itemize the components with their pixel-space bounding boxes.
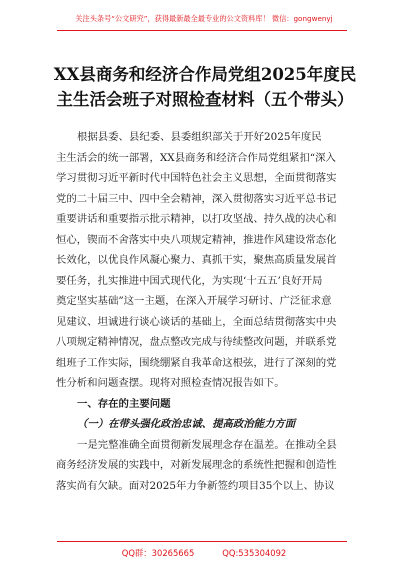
paragraph-line: 性分析和问题查摆。现将对照检查情况报告如下。 [56, 377, 285, 389]
header-banner: 关注头条号“公文研究”，获得最新最全最专业的公文资料库！ 微信：gongwenyj [75, 14, 333, 23]
paragraph-line: 要任务，扎实推进中国式现代化，为实现‘十五五’良好开局 [56, 274, 323, 287]
paragraph-line: 恒心，锲而不舍落实中央八项规定精神，推进作风建设常态化 [56, 233, 337, 246]
section-heading: 一、存在的主要问题 [77, 397, 171, 410]
paragraph-line: 学习贯彻习近平新时代中国特色社会主义思想，全面贯彻落实 [56, 172, 337, 184]
paragraph-line: 八项规定精神情况，盘点整改完成与待续整改问题，并联系党 [56, 336, 337, 348]
footer-divider [57, 541, 347, 542]
title-line-2: 主生活会班子对照检查材料（五个带头） [56, 90, 354, 109]
paragraph-line: 见建议、坦诚进行谈心谈话的基础上，全面总结贯彻落实中央 [56, 315, 337, 328]
paragraph-line: 组班子工作实际，围绕绷紧自我革命这根弦，进行了深刻的党 [56, 356, 337, 369]
paragraph-line: 奠定坚实基础”这一主题，在深入开展学习研讨、广泛征求意 [56, 295, 332, 307]
paragraph-line: 重要讲话和重要指示批示精神，以打攻坚战、持久战的决心和 [56, 213, 337, 225]
footer [0, 547, 408, 559]
document-body [56, 127, 352, 496]
title-line-1: XX县商务和经济合作局党组2025年度民 [53, 65, 357, 84]
subsection-heading: （一）在带头强化政治忠诚、提高政治能力方面 [77, 418, 296, 430]
paragraph-line: 商务经济发展的实践中，对新发展理念的系统性把握和创造性 [56, 459, 337, 471]
document-title [40, 62, 370, 112]
header-divider [57, 30, 347, 31]
paragraph-line: 主生活会的统一部署，XX县商务和经济合作局党组紧扣“深入 [56, 151, 336, 164]
footer-qq-group: QQ群：30265665 [121, 548, 195, 558]
paragraph-line: 落实尚有欠缺。面对2025年力争新签约项目35个以上、协议 [56, 479, 335, 492]
paragraph-line: 长效化，以优良作风凝心聚力、真抓干实，聚焦高质量发展首 [56, 254, 337, 266]
footer-qq-number: QQ:535304092 [222, 548, 287, 558]
paragraph-line: 党的二十届三中、四中全会精神，深入贯彻落实习近平总书记 [56, 192, 337, 205]
paragraph-line: 一是完整准确全面贯彻新发展理念存在温差。在推动全县 [77, 438, 337, 451]
paragraph-line: 根据县委、县纪委、县委组织部关于开好2025年度民 [77, 131, 322, 143]
